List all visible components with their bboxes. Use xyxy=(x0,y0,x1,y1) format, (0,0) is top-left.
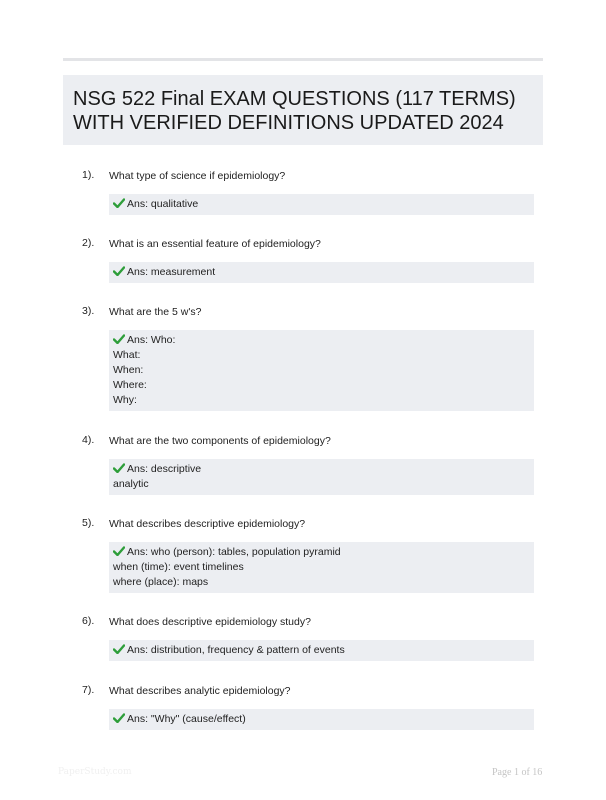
question-text: What type of science if epidemiology? xyxy=(109,170,286,182)
answer-line: analytic xyxy=(113,478,149,490)
answer-line: Ans: qualitative xyxy=(127,198,199,210)
question-number: 7). xyxy=(82,684,95,696)
answer-box xyxy=(109,262,534,283)
question-number: 3). xyxy=(82,305,95,317)
answer-box xyxy=(109,194,534,215)
answer-line: What: xyxy=(113,349,141,361)
answer-line: Ans: "Why" (cause/effect) xyxy=(127,713,246,725)
answer-box xyxy=(109,640,534,661)
answer-line: Ans: distribution, frequency & pattern of events xyxy=(127,644,345,656)
question-number: 5). xyxy=(82,517,95,529)
question-text: What are the 5 w's? xyxy=(109,306,202,318)
check-icon xyxy=(113,713,125,723)
question-number: 6). xyxy=(82,615,95,627)
answer-line: Where: xyxy=(113,379,147,391)
answer-box xyxy=(109,459,534,495)
check-icon xyxy=(113,334,125,344)
footer-watermark: PaperStudy.com xyxy=(58,767,132,777)
question-text: What are the two components of epidemiology? xyxy=(109,435,331,447)
answer-box xyxy=(109,709,534,730)
answer-line: Why: xyxy=(113,394,137,406)
check-icon xyxy=(113,266,125,276)
question-number: 2). xyxy=(82,237,95,249)
check-icon xyxy=(113,198,125,208)
page-number: Page 1 of 16 xyxy=(492,767,543,778)
question-text: What is an essential feature of epidemiology? xyxy=(109,238,321,250)
answer-line: when (time): event timelines xyxy=(113,561,244,573)
answer-line: Ans: measurement xyxy=(127,266,216,278)
question-number: 4). xyxy=(82,434,95,446)
answer-box xyxy=(109,330,534,411)
answer-box xyxy=(109,542,534,593)
question-text: What describes analytic epidemiology? xyxy=(109,685,291,697)
answer-line: Ans: who (person): tables, population pyramid xyxy=(127,546,341,558)
check-icon xyxy=(113,463,125,473)
document-title xyxy=(63,75,543,145)
top-divider xyxy=(63,58,543,61)
check-icon xyxy=(113,546,125,556)
question-number: 1). xyxy=(82,169,95,181)
answer-line: Ans: Who: xyxy=(127,334,176,346)
question-text: What describes descriptive epidemiology? xyxy=(109,518,306,530)
title-line-1: NSG 522 Final EXAM QUESTIONS (117 TERMS) xyxy=(73,88,516,110)
answer-line: When: xyxy=(113,364,144,376)
check-icon xyxy=(113,644,125,654)
answer-line: Ans: descriptive xyxy=(127,463,202,475)
question-text: What does descriptive epidemiology study? xyxy=(109,616,311,628)
answer-line: where (place): maps xyxy=(113,576,209,588)
title-line-2: WITH VERIFIED DEFINITIONS UPDATED 2024 xyxy=(73,112,504,134)
